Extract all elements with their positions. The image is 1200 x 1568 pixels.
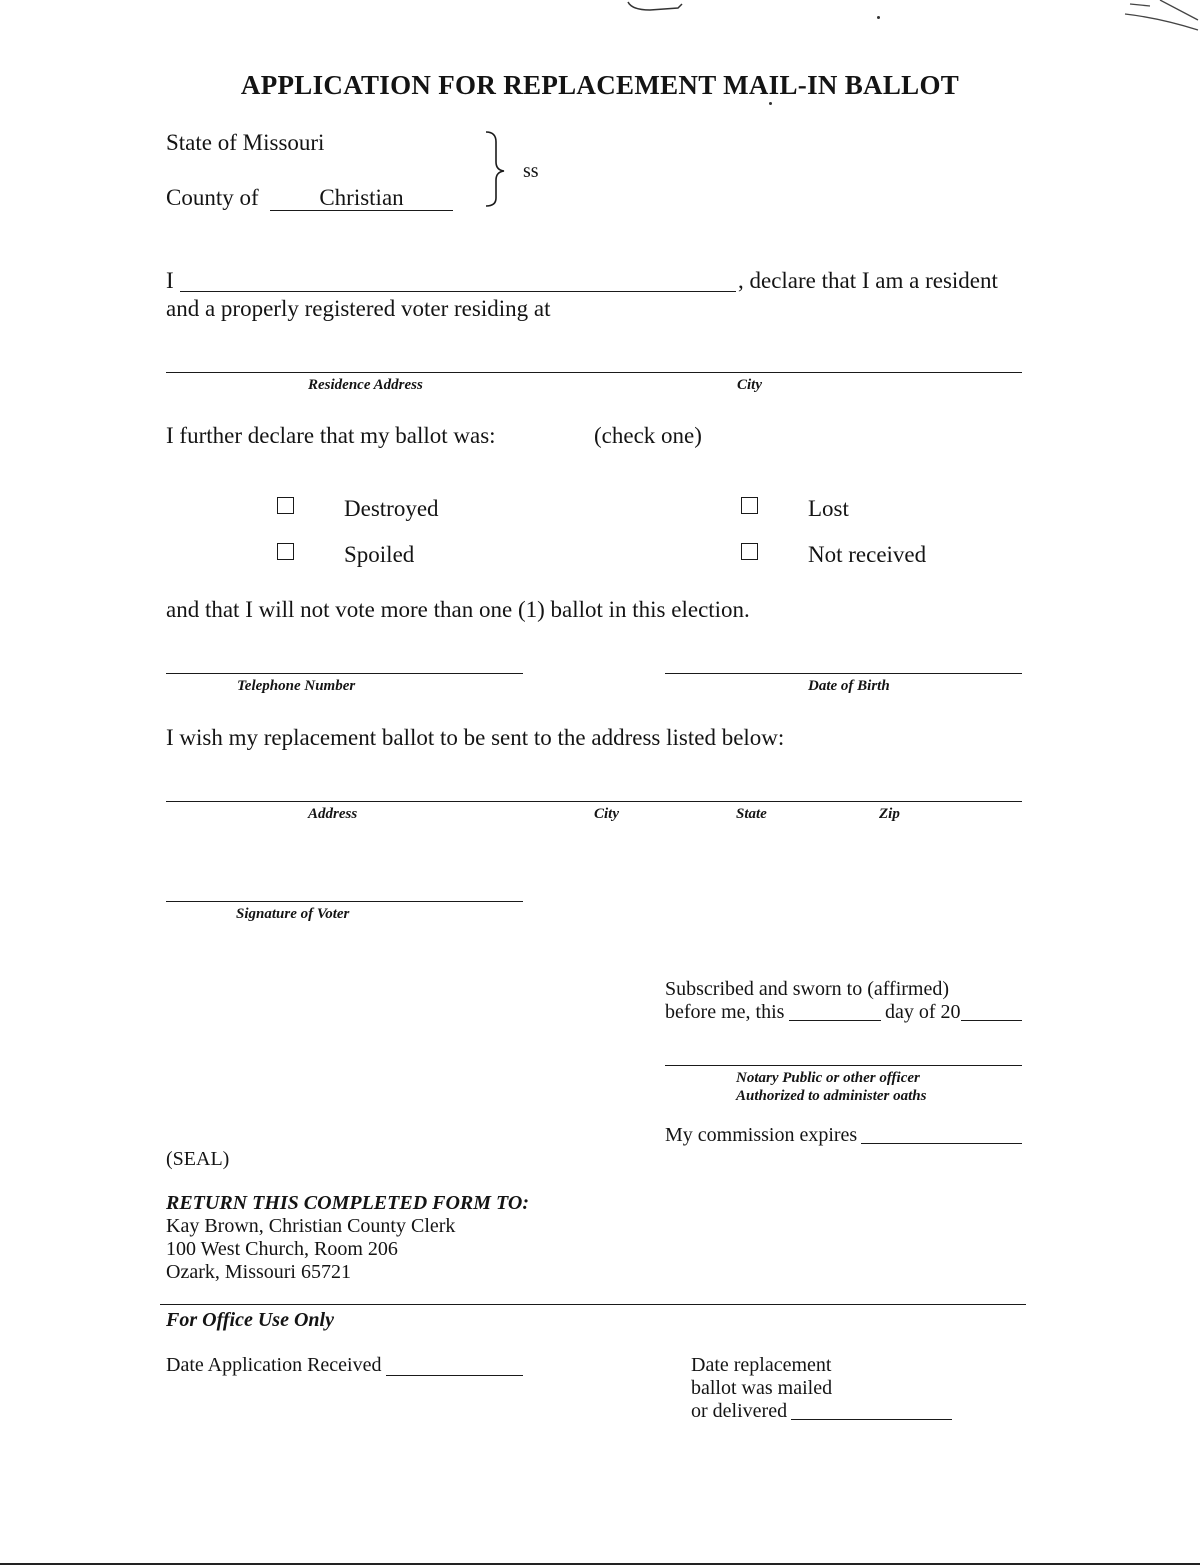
dob-label: Date of Birth [808,678,890,694]
residing-text: and a properly registered voter residing at [166,296,551,321]
one-ballot-statement: and that I will not vote more than one (1) ballot in this election. [166,597,750,622]
check-one-label: (check one) [594,423,702,448]
county-label: County of [166,185,259,210]
declare-text: , declare that I am a resident [738,268,998,293]
not-received-label: Not received [808,542,927,567]
not-received-checkbox[interactable] [741,543,758,560]
destroyed-checkbox[interactable] [277,497,294,514]
notary-day-field[interactable] [789,1020,881,1021]
signature-label: Signature of Voter [236,906,350,922]
scan-dot [769,102,772,105]
telephone-label: Telephone Number [237,678,356,694]
ss-label: ss [523,160,539,182]
notary-subscribed: Subscribed and sworn to (affirmed) [665,978,950,1000]
state-label: State of Missouri [166,130,325,155]
notary-before-me: before me, this [665,1001,785,1023]
notary-officer-label-1: Notary Public or other officer [736,1070,920,1086]
notary-year-field[interactable] [961,1020,1022,1021]
residence-address-label: Residence Address [308,377,423,393]
notary-day-of: day of 20 [885,1001,961,1023]
return-line-1: Kay Brown, Christian County Clerk [166,1215,456,1237]
commission-expires-field[interactable] [861,1143,1022,1144]
lost-label: Lost [808,496,849,521]
dob-field[interactable] [665,673,1022,674]
spoiled-checkbox[interactable] [277,543,294,560]
telephone-field[interactable] [166,673,523,674]
return-line-3: Ozark, Missouri 65721 [166,1261,351,1283]
date-mailed-line-1: Date replacement [691,1354,832,1376]
spoiled-label: Spoiled [344,542,415,567]
form-title: APPLICATION FOR REPLACEMENT MAIL-IN BALLOT [240,70,960,100]
date-received-field[interactable] [386,1375,523,1376]
date-mailed-line-3: or delivered [691,1400,788,1422]
office-use-divider [160,1304,1026,1305]
office-use-heading: For Office Use Only [166,1309,334,1331]
i-label: I [166,268,174,293]
mailing-zip-label: Zip [879,806,900,822]
scan-artifact-top [620,0,690,14]
scan-artifact-corner [1110,0,1200,40]
destroyed-label: Destroyed [344,496,439,521]
signature-field[interactable] [166,901,523,902]
county-value: Christian [319,185,404,210]
date-received-label: Date Application Received [166,1354,382,1376]
return-heading: RETURN THIS COMPLETED FORM TO: [166,1192,530,1214]
mailing-address-field[interactable] [166,801,1022,802]
lost-checkbox[interactable] [741,497,758,514]
county-field[interactable] [270,185,453,211]
mailing-state-label: State [736,806,767,822]
residence-city-label: City [737,377,762,393]
notary-signature-field[interactable] [665,1065,1022,1066]
name-field[interactable] [180,291,736,292]
brace-icon [482,128,512,210]
notary-officer-label-2: Authorized to administer oaths [736,1088,927,1104]
commission-expires-label: My commission expires [665,1124,858,1146]
seal-label: (SEAL) [166,1148,230,1170]
scan-dot [877,16,880,19]
page-bottom-edge [0,1563,1200,1565]
mailing-intro: I wish my replacement ballot to be sent to the address listed below: [166,725,785,750]
return-line-2: 100 West Church, Room 206 [166,1238,398,1260]
date-mailed-line-2: ballot was mailed [691,1377,833,1399]
mailing-address-label: Address [308,806,358,822]
mailing-city-label: City [594,806,619,822]
residence-address-field[interactable] [166,372,1022,373]
date-mailed-field[interactable] [791,1419,952,1420]
ballot-status-prompt: I further declare that my ballot was: [166,423,496,448]
